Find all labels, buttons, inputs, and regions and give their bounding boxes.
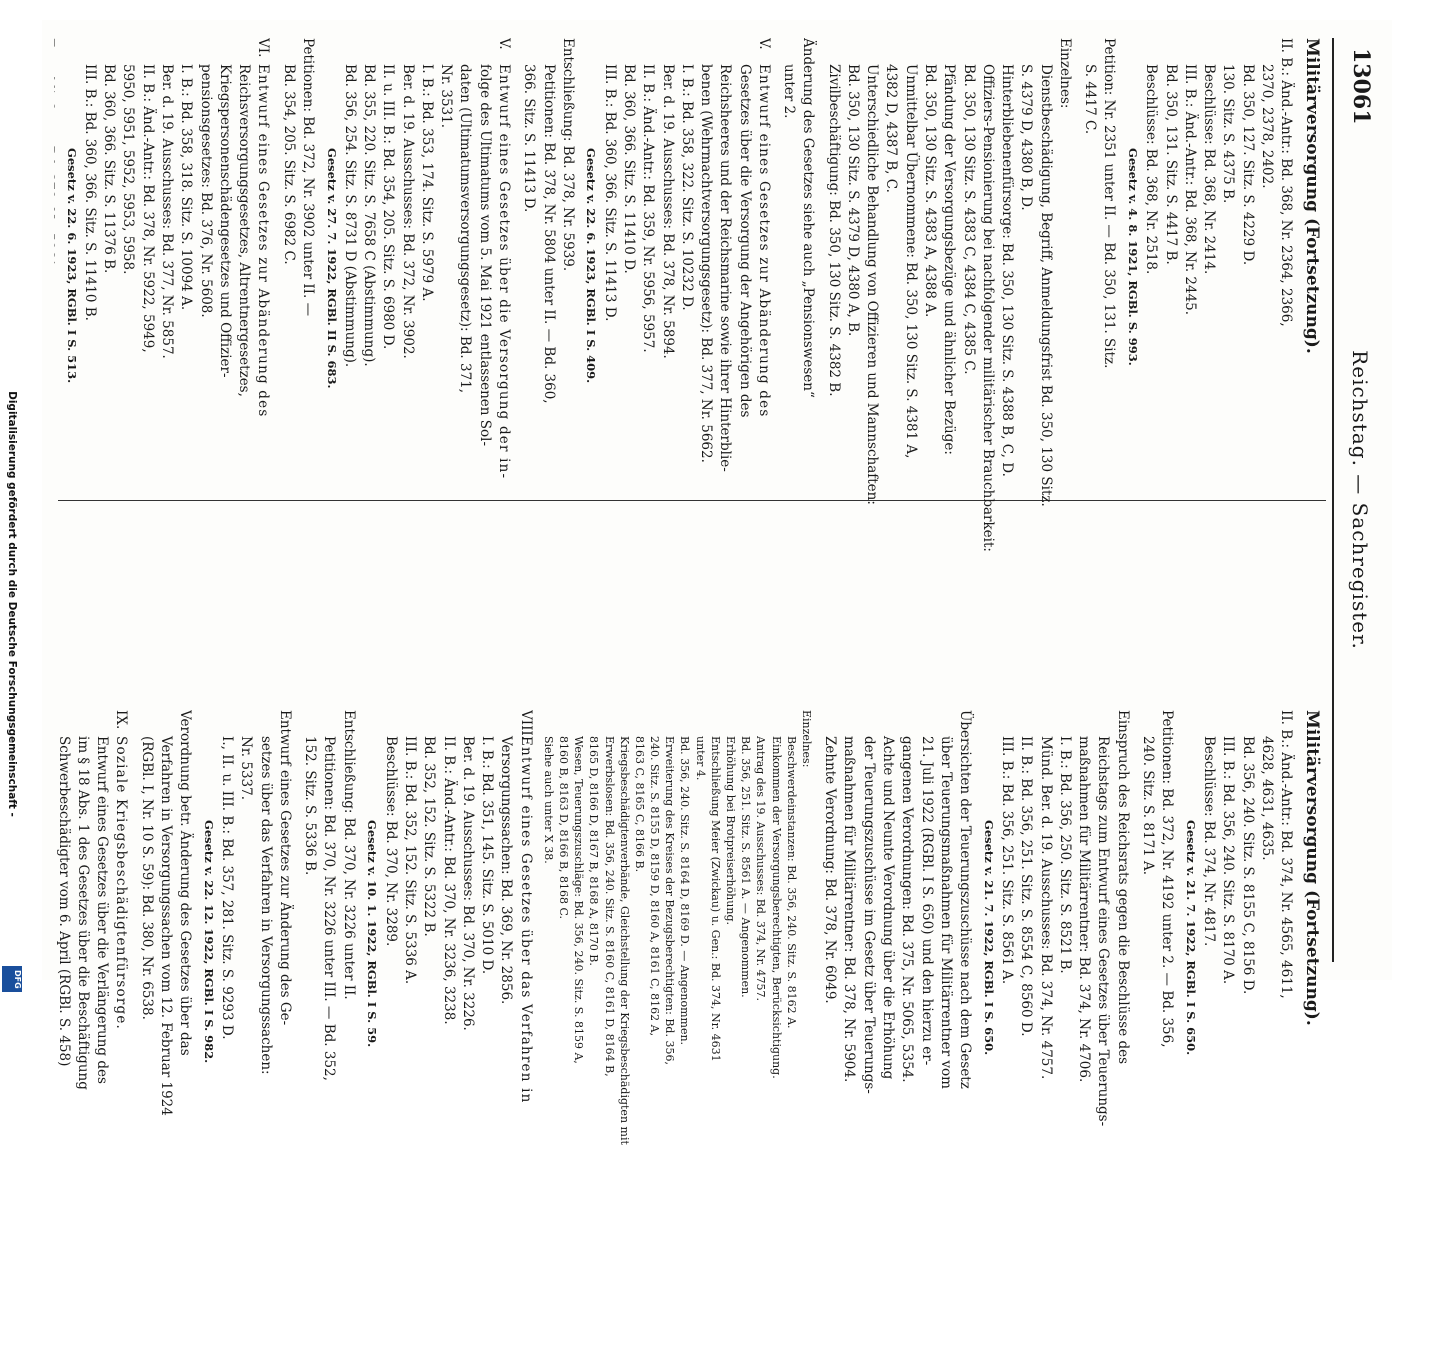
entry-line: 8165 D, 8166 D, 8167 B, 8168 A, 8170 B. — [587, 736, 601, 966]
entry-line: Reichsheeres und der Reichsmarine sowie ihrer Hinterblie- — [717, 64, 734, 472]
entry-line: Nr. 3531. — [438, 64, 455, 129]
entry-V — [584, 38, 772, 678]
entry-number: IX. — [113, 710, 130, 730]
entry-number: VI. — [255, 38, 272, 58]
entry-line — [254, 38, 271, 678]
entry-line: Petitionen: Bd. 372, Nr. 4192 unter 2. — Bd. 356, — [1159, 710, 1176, 1048]
entry-line: Bd. 352, 152. Sitz. S. 5322 B. — [421, 736, 438, 937]
law-citation: Gesetz v. 22. 6. 1923, RGBl. I S. 409. — [584, 148, 599, 384]
entry-line: unter 4. — [693, 736, 707, 781]
entry-V-ent — [520, 38, 576, 678]
scanned-page — [42, 20, 1392, 1145]
entry-line: Einspruch des Reichsrats gegen die Beschlüsse des — [1114, 710, 1131, 1065]
entry-line: III. B.: Bd. 360, 366. Sitz. S. 11413 D. — [601, 64, 618, 322]
digitization-margin — [0, 0, 24, 1000]
entry-line: Änderung des Gesetzes siehe auch „Pensionswesen“ — [800, 38, 817, 398]
entry-line: II. B.: Änd.-Antr.: Bd. 374, Nr. 4565, 4611, — [1278, 710, 1295, 999]
entry-line: Petition: Nr. 2351 unter II. — Bd. 350, 131. Sitz. — [1101, 38, 1118, 369]
funding-notice: Digitalisierung gefördert durch die Deutsche Forschungsgemeinschaft - — [6, 391, 18, 817]
entry-line: Bd. 356, 251. Sitz. S. 8561 A. — Angenommen. — [739, 736, 753, 998]
entry-line: Siehe auch unter X 38. — [541, 736, 555, 864]
entry-line: Nr. 5337. — [238, 736, 255, 801]
entry-line: Beschlüsse: Bd. 368, Nr. 2414. — [1201, 64, 1218, 275]
entry-line: gangenen Verordnungen: Bd. 375, Nr. 5065, 5354. — [899, 736, 916, 1083]
entry-line: I. B.: Bd. 353, 174. Sitz. S. 5979 A. — [418, 64, 435, 302]
entry-line — [54, 38, 56, 678]
entry-line: Achte und Neunte Verordnung über die Erhöhung — [880, 736, 897, 1080]
entry-line: Bd. 350, 130 Sitz. S. 4379 D, 4380 A, B. — [844, 64, 861, 337]
law-citation: Gesetz v. 21. 7. 1922, RGBl. I S. 650. — [981, 820, 996, 1056]
entry-line: Hinterbliebenenfürsorge: Bd. 350, 130 Sitz. S. 4388 B, C, D. — [999, 64, 1016, 477]
entry-line: III. B.: Bd. 352, 152. Sitz. S. 5336 A. — [402, 736, 418, 985]
entry-line: Kriegsbeschädigtenverbände, Gleichstellung der Kriegsbeschädigten mit — [617, 736, 631, 1145]
entry-title: Entwurf eines Gesetzes zur Abänderung des — [755, 64, 772, 418]
entry-line: Bd. 360, 366. Sitz. S. 11410 D. — [621, 64, 638, 274]
entry-line: Einkommen der Versorgungsberechtigten, Berücksichtigung. — [769, 736, 783, 1079]
column-heading: Militärversorgung (Fortsetzung). — [1302, 710, 1322, 1026]
entry-line: Bd. 355, 220. Sitz. S. 7658 C (Abstimmung). — [361, 64, 378, 367]
entry-number: V. — [755, 38, 772, 50]
entry-line: Bd. 356, 240. Sitz. S. 8164 D, 8169 D. — Angenommen. — [678, 736, 692, 1046]
entry-line: I. B.: Bd. 358, 318. Sitz. S. 10094 A. — [178, 64, 195, 311]
entry-line: 5950, 5951, 5952, 5953, 5958. — [120, 64, 137, 275]
entry-line: II. B.: Änd.-Antr.: Bd. 359, Nr. 5956, 5957. — [640, 64, 657, 353]
entry-cont2 — [1183, 710, 1294, 1350]
entry-line: Dienstbeschädigung, Begriff, Anmeldungsfrist Bd. 350, 130 Sitz. — [1037, 64, 1054, 507]
entry-line: 130. Sitz. S. 4375 B. — [1220, 64, 1237, 204]
entry-line — [755, 38, 772, 678]
entry-line: Verfahren in Versorgungssachen vom 12. Februar 1924 — [157, 736, 174, 1116]
entry-line: (RGBl. I, Nr. 10 S. 59): Bd. 380, Nr. 6538. — [138, 736, 155, 1020]
entry-line: Beschwerdeinstanzen: Bd. 356, 240. Sitz. S. 8162 A. — [784, 736, 798, 1029]
entry-number: V. — [495, 38, 512, 50]
entry-line: II. B.: Änd.-Antr.: Bd. 378, Nr. 5922, 5949, — [139, 64, 156, 353]
entry-line: Erweiterung des Kreises der Bezugsberechtigten: Bd. 356, — [663, 736, 677, 1065]
entry-line: unter 2. — [781, 64, 798, 119]
entry-line: Bd. 350, 131. Sitz. S. 4417 B. — [1162, 64, 1179, 265]
entry-line: benen (Wehrmachtversorgungsgesetz): Bd. 377, Nr. 5662. — [698, 64, 715, 463]
entry-line: I. B.: Bd. 356, 250. Sitz. S. 8521 B. — [1056, 736, 1073, 974]
right-column — [54, 710, 1322, 1350]
running-title: Reichstag. — Sachregister. — [1348, 350, 1372, 650]
entry-Vb-pet — [279, 38, 316, 678]
law-citation: Gesetz v. 10. 1. 1922, RGBl. I S. 59. — [365, 820, 380, 1048]
entry-line: 8160 B, 8163 D, 8166 B, 8168 C. — [556, 736, 570, 920]
entry-line: 4628, 4631, 4635. — [1258, 736, 1275, 861]
entry-line: Verordnung betr. Änderung des Gesetzes über das — [177, 710, 194, 1056]
law-citation: Gesetz v. 27. 7. 1922, RGBl. II S. 683. — [324, 148, 339, 389]
entry-line: 152. Sitz. S. 5336 B. — [302, 736, 319, 876]
entry-line: Bd. 350, 127. Sitz. S. 4229 D. — [1239, 64, 1256, 266]
entry-line: 240. Sitz. S. 8155 D, 8159 D, 8160 A, 8161 C, 8162 A, — [648, 736, 662, 1037]
entry-line: S. 4379 D, 4380 B, D. — [1018, 64, 1035, 211]
entry-line: Bd. 356, 254. Sitz. S. 8731 D (Abstimmung). — [341, 64, 358, 368]
page-header — [1338, 20, 1374, 980]
entry-line: Ber. d. 19. Ausschusses: Bd. 378, Nr. 5894. — [659, 64, 676, 359]
entry-line: über Teuerungsmaßnahmen für Militärrentner vom — [937, 736, 954, 1089]
entry-line: Entschließung: Bd. 378, Nr. 5939. — [559, 38, 576, 272]
entry-line: Ber. d. 19. Ausschusses: Bd. 377, Nr. 5857. — [159, 64, 176, 359]
entry-line: maßnahmen für Militärrentner: Bd. 374, Nr. 4706. — [1076, 736, 1093, 1083]
entry-title: Entwurf eines Gesetzes über das Verfahren in — [517, 736, 534, 1104]
entry-VIIIb — [201, 710, 293, 1350]
entry-line: Entschließung: Bd. 370, Nr. 3226 unter II. — [340, 710, 357, 1000]
law-citation: Gesetz v. 22. 6. 1923, RGBl. I S. 513. — [64, 148, 79, 384]
entry-line: Einzelnes: — [799, 710, 813, 768]
entry-aenderung — [780, 38, 817, 678]
entry-pet — [1081, 38, 1118, 678]
entry-Vb — [324, 38, 512, 678]
entry-line: 240. Sitz. S. 8171 A. — [1139, 736, 1156, 876]
entry-line: Kriegspersonenschädengesetzes und Offizier- — [216, 64, 233, 378]
entry-line: Offiziers-Pensionierung bei nachfolgender militärischer Brauchbarkeit: — [979, 64, 996, 552]
entry-line: I., II. u. III. B.: Bd. 357, 281. Sitz. S. 9293 D. — [219, 736, 236, 1040]
entry-line: I. B.: Bd. 358, 322. Sitz. S. 10232 D. — [678, 64, 695, 311]
entry-line: 8163 C, 8165 C, 8166 B. — [632, 736, 646, 873]
entry-line: Petitionen: Bd. 370, Nr. 3226 unter III. — Bd. 352, — [321, 736, 338, 1081]
entry-line: folge des Ultimatums vom 5. Mai 1921 entlassenen Sol- — [476, 64, 493, 447]
left-column — [54, 38, 1322, 678]
entry-line: II. u. III. B.: Bd. 354, 205. Sitz. S. 6980 D. — [380, 64, 397, 350]
entry-line: Entwurf eines Gesetzes über die Verlängerung des — [94, 736, 111, 1084]
entry-line: der Teuerungszuschüsse im Gesetz über Teuerungs- — [860, 736, 877, 1094]
entry-line: 2370, 2378, 2402. — [1258, 64, 1275, 189]
entry-line: setzes über das Verfahren in Versorgungssachen: — [257, 736, 274, 1075]
entry-line: Münd. Ber. d. 19. Ausschusses: Bd. 374, Nr. 4757. — [1037, 736, 1054, 1080]
entry-line: pensionsgesetzes: Bd. 376, Nr. 5608. — [197, 64, 214, 318]
page-number: 13061 — [1348, 48, 1374, 125]
entry-line: Beschlüsse: Bd. 374, Nr. 4817. — [1201, 736, 1218, 947]
entry-line: Zehnte Verordnung: Bd. 378, Nr. 6049. — [822, 736, 839, 1004]
entry-line: Bd. 350, 130 Sitz. S. 4383 C, 4384 C, 4385 C. — [960, 64, 977, 375]
entry-title: Entwurf eines Gesetzes zur Abänderung des — [255, 64, 272, 418]
entry-VIIIc — [137, 710, 193, 1350]
entry-einzelnes — [824, 38, 1072, 678]
entry-line: Erhöhung bei Brotpreiserhöhung. — [724, 736, 738, 925]
entry-line: II. B.: Änd.-Antr.: Bd. 368, Nr. 2364, 2366, — [1278, 38, 1295, 327]
entry-line: Zivilbeschäftigung: Bd. 350, 130 Sitz. S. 4382 B. — [825, 64, 842, 397]
entry-line: Bd. 356, 240. Sitz. S. 8155 C, 8156 D. — [1239, 736, 1256, 995]
entry-line — [112, 710, 129, 1350]
entry-line: Versorgungssachen: Bd. 369, Nr. 2856. — [498, 736, 515, 1005]
entry-line: Unmittelbar Übernommene: Bd. 350, 130 Sitz. S. 4381 A, — [902, 64, 919, 459]
entry-line: Bd. 354, 205. Sitz. S. 6982 C. — [280, 64, 297, 265]
entry-line: 366. Sitz. S. 11413 D. — [521, 64, 538, 213]
section-list — [54, 38, 1294, 678]
entry-line: III. B.: Änd.-Antr.: Bd. 368, Nr. 2445. — [1181, 64, 1198, 316]
entry-VI-ent — [54, 38, 56, 678]
entry-pet2 — [1139, 710, 1176, 1350]
entry-line: Bd. 360, 366. Sitz. S. 11376 B. — [101, 64, 118, 274]
entry-line: Entschließung Meier (Zwickau) u. Gen.: Bd. 374, Nr. 4631 — [708, 736, 722, 1062]
entry-line: 4382 D, 4387 B, C. — [883, 64, 900, 193]
entry-title: Entwurf eines Gesetzes über die Versorgung der in- — [495, 64, 512, 480]
entry-VI — [64, 38, 271, 678]
entry-line: Unterschiedliche Behandlung von Offizieren und Mannschaften: — [864, 64, 881, 505]
entry-line: Gesetzes über die Versorgung der Angehörigen des — [736, 64, 753, 418]
entry-line: II. B.: Bd. 356, 251. Sitz. S. 8554 C, 8560 D. — [1018, 736, 1035, 1037]
entry-line: II. B.: Änd.-Antr.: Bd. 370, Nr. 3236, 3238. — [440, 736, 457, 1025]
entry-line: III. B.: Bd. 356, 240. Sitz. S. 8170 A. — [1220, 736, 1237, 985]
entry-line: Petitionen: Bd. 372, Nr. 3902 unter II. — — [299, 38, 316, 317]
entry-line: Wesen, Teuerungszuschläge: Bd. 356, 240. Sitz. S. 8159 A, — [572, 736, 586, 1064]
entry-line: Ber. d. 19. Ausschusses: Bd. 372, Nr. 3902. — [399, 64, 416, 359]
entry-line: Reichsversorgungsgesetzes, Altrentnergesetzes, — [236, 64, 253, 397]
entry-line: Einzelnes: — [1056, 38, 1073, 109]
entry-line: Antrag des 19. Ausschusses: Bd. 374, Nr. 4757. — [754, 736, 768, 1002]
entry-line: Petitionen: Bd. 378, Nr. 5804 unter II. — Bd. 360, — [540, 64, 557, 404]
law-citation: Gesetz v. 21. 7. 1922, RGBl. I S. 650. — [1183, 820, 1198, 1056]
entry-cont — [1125, 38, 1294, 678]
entry-line: Schwerbeschädigter vom 6. April (RGBl. S. 458) — [55, 736, 72, 1067]
column-heading: Militärversorgung (Fortsetzung). — [1302, 38, 1322, 354]
header-rule — [1332, 38, 1334, 962]
entry-line: 21. Juli 1922 (RGBl. I S. 650) und den hierzu er- — [918, 736, 935, 1066]
entry-line: III. B.: Bd. 356, 251. Sitz. S. 8561 A. — [999, 736, 1016, 985]
entry-line: im § 18 Abs. 1 des Gesetzes über die Beschäftigung — [74, 736, 91, 1090]
entry-line: I. B.: Bd. 351, 145. Sitz. S. 5010 D. — [479, 736, 496, 975]
entry-VIII — [365, 710, 534, 1350]
entry-line: Bd. 350, 130 Sitz. S. 4383 A, 4388 A. — [922, 64, 939, 318]
entry-uebersichten — [821, 710, 973, 1350]
entry-line: Entwurf eines Gesetzes zur Änderung des Ge- — [276, 710, 293, 1026]
dfg-logo: DFG — [2, 966, 22, 992]
entry-line: Erwerbslosen: Bd. 356, 240. Sitz. S. 8160 C, 8161 D, 8164 B, — [602, 736, 616, 1077]
entry-VIII-ent — [301, 710, 357, 1350]
entry-einz2 — [542, 710, 813, 1350]
entry-line: Beschlüsse: Bd. 368, Nr. 2518. — [1143, 64, 1160, 275]
entry-line: Ber. d. 19. Ausschusses: Bd. 370, Nr. 3226. — [459, 736, 476, 1031]
entry-line — [516, 710, 533, 1350]
entry-number: VIII. — [517, 710, 534, 741]
entry-line — [495, 38, 512, 678]
law-citation: Gesetz v. 4. 8. 1921, RGBl. S. 993. — [1126, 148, 1141, 366]
entry-line: III. B.: Bd. 360, 366. Sitz. S. 11410 B. — [81, 64, 98, 321]
entry-line: maßnahmen für Militärrentner: Bd. 378, Nr. 5904. — [841, 736, 858, 1083]
entry-line: Beschlüsse: Bd. 370, Nr. 3289. — [382, 736, 399, 947]
entry-line: daten (Ultimatumsversorgungsgesetz): Bd. 371, — [457, 64, 474, 394]
entry-line: Reichstags zum Entwurf eines Gesetzes über Teuerungs- — [1095, 736, 1112, 1127]
entry-einspruch — [981, 710, 1131, 1350]
entry-IX — [54, 710, 129, 1350]
entry-line: Übersichten der Teuerungszuschüsse nach dem Gesetz — [957, 710, 974, 1089]
entry-line: S. 4417 C. — [1082, 64, 1099, 135]
section-list — [54, 710, 1294, 1350]
entry-line: Pfändung der Versorgungsbezüge und ähnlicher Bezüge: — [941, 64, 958, 455]
law-citation: Gesetz v. 22. 12. 1922, RGBl. I S. 982. — [201, 820, 216, 1064]
entry-title: Soziale Kriegsbeschädigtenfürsorge. — [113, 736, 130, 1031]
